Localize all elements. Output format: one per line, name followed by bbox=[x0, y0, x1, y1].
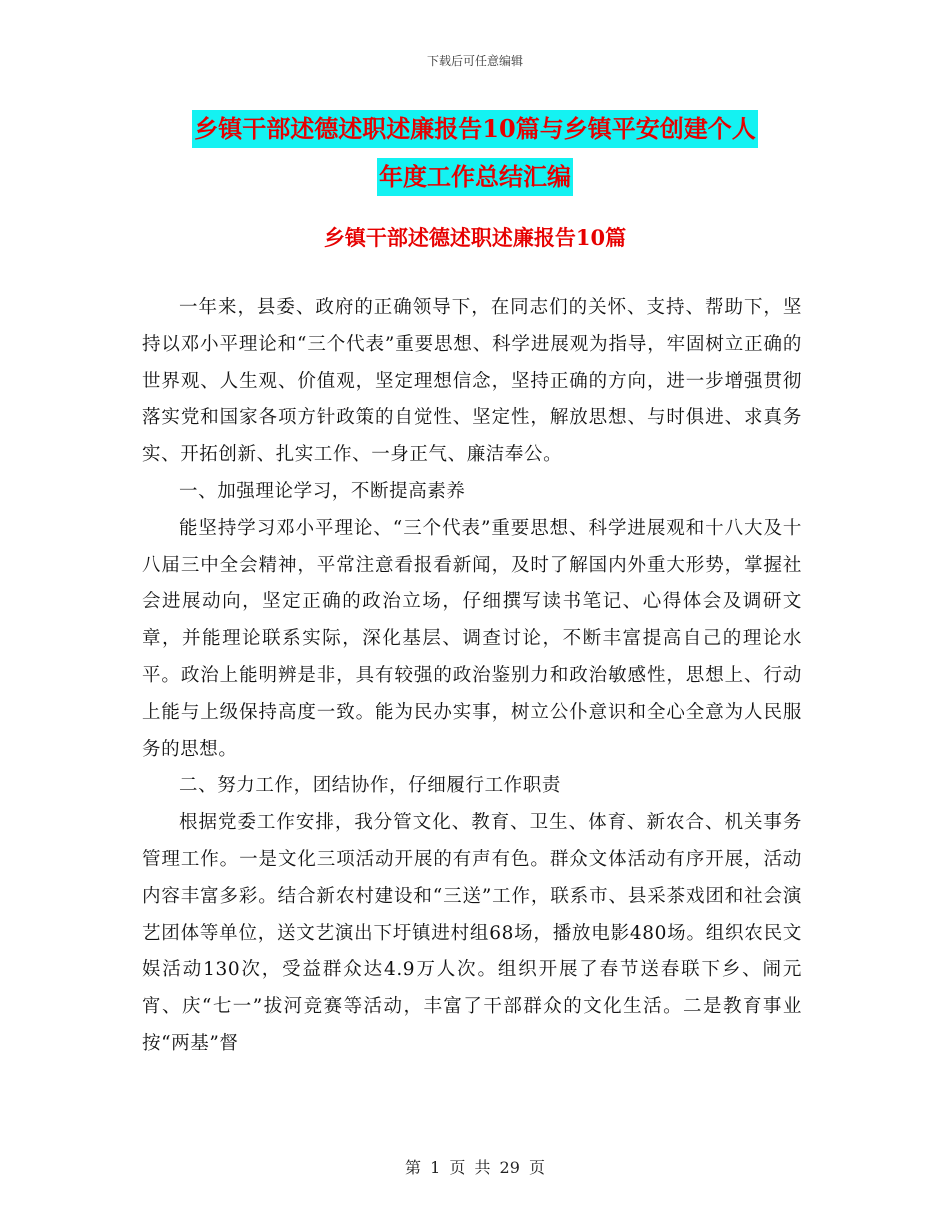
title-line-2: 年度工作总结汇编 bbox=[377, 158, 573, 196]
body-text bbox=[142, 290, 802, 1063]
paragraph: 根据党委工作安排，我分管文化、教育、卫生、体育、新农合、机关事务管理工作。一是文化三项活动开展的有声有色。群众文体活动有序开展，活动内容丰富多彩。结合新农村建设和“三送”工作，联系市、县采茶戏团和社会演艺团体等单位，送文艺演出下圩镇进村组68场，播放电影480场。组织农民文娱活动130次，受益群众达4.9万人次。组织开展了春节送春联下乡、闹元宵、庆“七一”拔河竞赛等活动，丰富了干部群众的文化生活。二是教育事业按“两基”督 bbox=[142, 812, 802, 1054]
section-title: 乡镇干部述德述职述廉报告10篇 bbox=[323, 225, 627, 250]
title-line-1: 乡镇干部述德述职述廉报告10篇与乡镇平安创建个人 bbox=[192, 110, 757, 148]
document-title bbox=[140, 110, 810, 206]
header-note: 下载后可任意编辑 bbox=[426, 54, 523, 68]
paragraph-heading: 一、加强理论学习，不断提高素养 bbox=[179, 480, 466, 502]
paragraph-heading: 二、努力工作，团结协作，仔细履行工作职责 bbox=[179, 775, 562, 797]
paragraph: 一年来，县委、政府的正确领导下，在同志们的关怀、支持、帮助下，坚持以邓小平理论和“三个代表”重要思想、科学进展观为指导，牢固树立正确的世界观、人生观、价值观，坚定理想信念，坚持正确的方向，进一步增强贯彻落实党和国家各项方针政策的自觉性、坚定性，解放思想、与时俱进、求真务实、开拓创新、扎实工作、一身正气、廉洁奉公。 bbox=[142, 297, 802, 466]
paragraph: 能坚持学习邓小平理论、“三个代表”重要思想、科学进展观和十八大及十八届三中全会精神，平常注意看报看新闻，及时了解国内外重大形势，掌握社会进展动向，坚定正确的政治立场，仔细撰写读书笔记、心得体会及调研文章，并能理论联系实际，深化基层、调查讨论，不断丰富提高自己的理论水平。政治上能明辨是非，具有较强的政治鉴别力和政治敏感性，思想上、行动上能与上级保持高度一致。能为民办实事，树立公仆意识和全心全意为人民服务的思想。 bbox=[142, 517, 802, 760]
page-footer: 第 1 页 共 29 页 bbox=[405, 1158, 545, 1177]
